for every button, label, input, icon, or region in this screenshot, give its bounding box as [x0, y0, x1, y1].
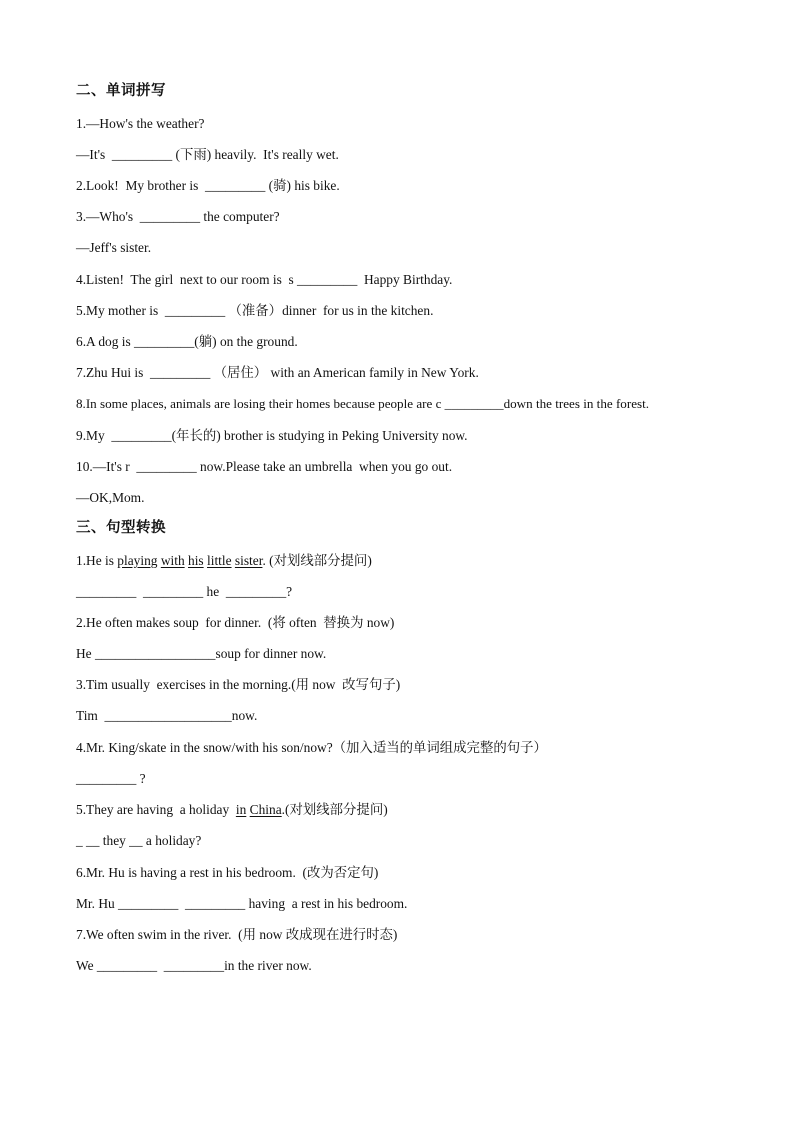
spelling-line-5: —Jeff's sister. [76, 240, 152, 255]
section-title-sentence-transformation: 三、句型转换 [76, 520, 166, 536]
q5-head: 5.They are having a holiday [76, 802, 236, 817]
q5-instruction: .(对划线部分提问) [281, 802, 388, 817]
transform-question-2: 2.He often makes soup for dinner. (将 often 替换为 now) [76, 615, 395, 630]
transform-question-6: 6.Mr. Hu is having a rest in his bedroom. (改为否定句) [76, 865, 379, 880]
q1-underline-little: little [207, 553, 232, 568]
spelling-line-9: 7.Zhu Hui is _________ （居住） with an American family in New York. [76, 365, 479, 380]
transform-answer-5: _ __ they __ a holiday? [76, 833, 202, 848]
q1-underline-with: with [160, 553, 185, 568]
transform-answer-2: He __________________soup for dinner now. [76, 646, 327, 661]
spelling-line-8: 6.A dog is _________(躺) on the ground. [76, 334, 298, 349]
transform-answer-7: We _________ _________in the river now. [76, 958, 312, 973]
spelling-line-4: 3.—Who's _________ the computer? [76, 209, 280, 224]
q1-underline-sister: sister [234, 553, 263, 568]
spelling-line-12: 10.—It's r _________ now.Please take an umbrella when you go out. [76, 459, 453, 474]
spelling-line-1: 1.—How's the weather? [76, 116, 205, 131]
spelling-line-2: —It's _________ (下雨) heavily. It's really wet. [76, 147, 339, 162]
q5-underline-china: China [249, 802, 282, 817]
transform-question-3: 3.Tim usually exercises in the morning.(用 now 改写句子) [76, 677, 401, 692]
section-title-word-spelling: 二、单词拼写 [76, 83, 166, 99]
spelling-line-7: 5.My mother is _________ （准备）dinner for us in the kitchen. [76, 303, 434, 318]
transform-question-4: 4.Mr. King/skate in the snow/with his son/now?（加入适当的单词组成完整的句子） [76, 740, 547, 755]
q1-instruction: . (对划线部分提问) [262, 553, 372, 568]
spelling-line-10: 8.In some places, animals are losing their homes because people are c _________down the trees in the forest. [76, 396, 650, 411]
q5-underline-in: in [235, 802, 247, 817]
spelling-line-3: 2.Look! My brother is _________ (骑) his bike. [76, 178, 340, 193]
spelling-line-11: 9.My _________(年长的) brother is studying in Peking University now. [76, 428, 468, 443]
spelling-line-13: —OK,Mom. [76, 490, 145, 505]
q1-number: 1.He is [76, 553, 118, 568]
q1-underline-playing: playing [117, 553, 158, 568]
transform-question-5 [76, 801, 388, 819]
transform-question-7: 7.We often swim in the river. (用 now 改成现在进行时态) [76, 927, 398, 942]
transform-answer-4: _________ ? [76, 771, 146, 786]
transform-answer-3: Tim ___________________now. [76, 708, 258, 723]
transform-answer-6: Mr. Hu _________ _________ having a rest in his bedroom. [76, 896, 408, 911]
transform-question-1 [76, 552, 372, 570]
spelling-line-6: 4.Listen! The girl next to our room is s _________ Happy Birthday. [76, 272, 453, 287]
transform-answer-1: _________ _________ he _________? [76, 584, 293, 599]
q1-underline-his: his [188, 553, 204, 568]
